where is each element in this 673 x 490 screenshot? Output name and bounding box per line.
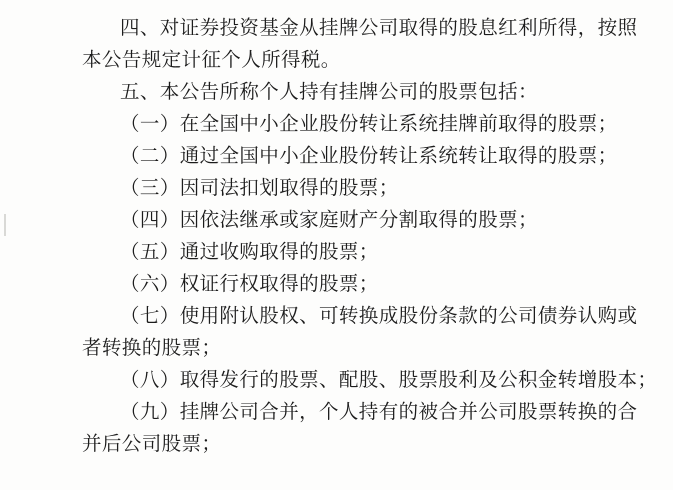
list-item-continuation: 并后公司股票； — [82, 432, 222, 455]
list-item: （四）因依法继承或家庭财产分割取得的股票； — [120, 208, 538, 231]
document-body — [82, 12, 658, 460]
list-item: （二）通过全国中小企业股份转让系统转让取得的股票； — [120, 144, 618, 167]
list-item: （一）在全国中小企业股份转让系统挂牌前取得的股票； — [120, 112, 618, 135]
list-item: （三）因司法扣划取得的股票； — [120, 176, 399, 199]
scan-artifact — [4, 214, 6, 236]
list-item: （五）通过收购取得的股票； — [120, 240, 379, 263]
list-item-continuation: 者转换的股票； — [82, 336, 222, 359]
list-item: （七）使用附认股权、可转换成股份条款的公司债券认购或 — [120, 304, 638, 327]
paragraph-line: 五、本公告所称个人持有挂牌公司的股票包括： — [120, 80, 538, 103]
list-item: （九）挂牌公司合并，个人持有的被合并公司股票转换的合 — [120, 400, 638, 423]
list-item: （八）取得发行的股票、配股、股票股利及公积金转增股本； — [120, 368, 658, 391]
list-item: （六）权证行权取得的股票； — [120, 272, 379, 295]
paragraph-line: 本公告规定计征个人所得税。 — [82, 48, 341, 71]
paragraph-line: 四、对证券投资基金从挂牌公司取得的股息红利所得，按照 — [120, 16, 638, 39]
